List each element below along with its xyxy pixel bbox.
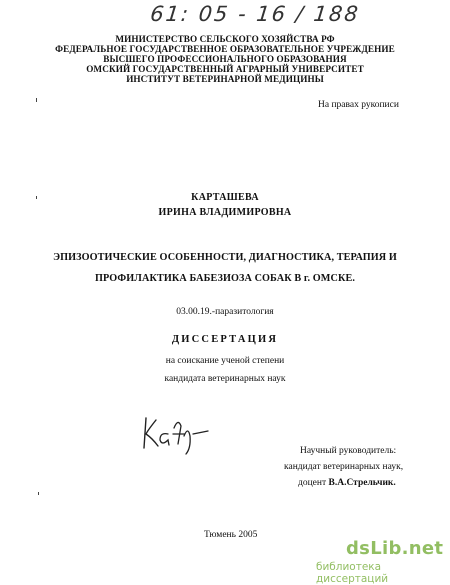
dissertation-title-line-1: ЭПИЗООТИЧЕСКИЕ ОСОБЕННОСТИ, ДИАГНОСТИКА, ТЕРАПИЯ И	[53, 252, 397, 263]
dslib-watermark	[316, 538, 450, 585]
margin-tick-mark	[38, 492, 39, 495]
dissertation-label: ДИССЕРТАЦИЯ	[171, 334, 279, 345]
dslib-logo: dsLib.net	[346, 538, 444, 559]
supervisor-degree: кандидат ветеринарных наук,	[284, 462, 404, 472]
handwritten-signature	[140, 410, 210, 458]
degree-line-1: на соискание ученой степени	[165, 356, 285, 366]
degree-line-2: кандидата ветеринарных наук	[164, 374, 286, 384]
header-institution-type: ФЕДЕРАЛЬНОЕ ГОСУДАРСТВЕННОЕ ОБРАЗОВАТЕЛЬНОЕ УЧРЕЖДЕНИЕ	[55, 44, 395, 54]
place-and-year: Тюмень 2005	[204, 530, 258, 540]
header-university: ОМСКИЙ ГОСУДАРСТВЕННЫЙ АГРАРНЫЙ УНИВЕРСИТЕТ	[86, 64, 364, 74]
dissertation-title-line-2: ПРОФИЛАКТИКА БАБЕЗИОЗА СОБАК В г. ОМСКЕ.	[95, 273, 355, 284]
header-ministry: МИНИСТЕРСТВО СЕЛЬСКОГО ХОЗЯЙСТВА РФ	[115, 34, 335, 44]
supervisor-position: доцент	[298, 478, 327, 488]
dslib-subtitle: библиотека диссертаций	[316, 561, 389, 585]
header-institute: ИНСТИТУТ ВЕТЕРИНАРНОЙ МЕДИЦИНЫ	[126, 74, 324, 84]
margin-tick-mark	[36, 98, 37, 102]
specialty-code: 03.00.19.-паразитология	[176, 307, 274, 317]
supervisor-name-line	[298, 478, 396, 488]
header-education-level: ВЫСШЕГО ПРОФЕССИОНАЛЬНОГО ОБРАЗОВАНИЯ	[103, 54, 347, 64]
supervisor-heading: Научный руководитель:	[300, 446, 397, 456]
supervisor-name: В.А.Стрельчик.	[328, 478, 396, 488]
author-given-names: ИРИНА ВЛАДИМИРОВНА	[158, 207, 292, 218]
author-surname: КАРТАШЕВА	[191, 192, 259, 203]
handwritten-catalog-number: 61: 05 - 16 / 188	[149, 2, 361, 26]
manuscript-rights-note: На правах рукописи	[318, 100, 399, 110]
